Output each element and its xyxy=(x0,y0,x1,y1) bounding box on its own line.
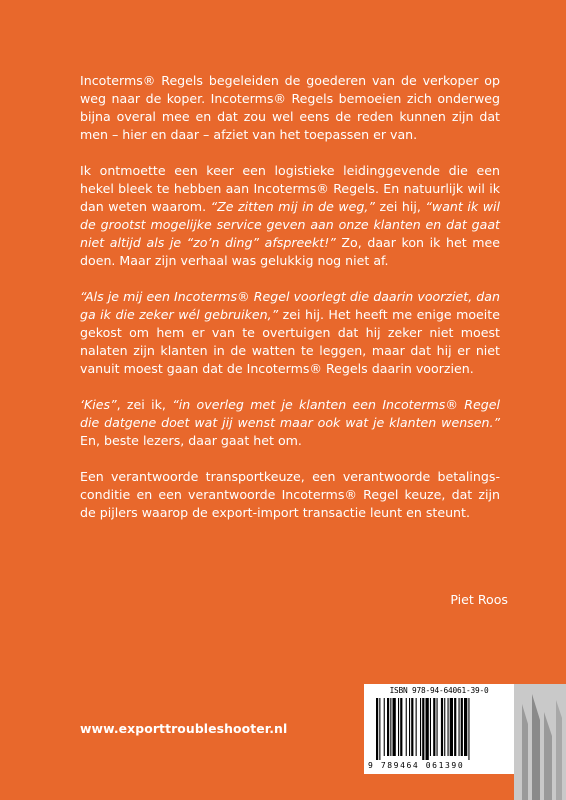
text-run: En, beste lezers, daar gaat het om. xyxy=(80,433,302,448)
barcode-bar xyxy=(430,698,431,756)
barcode-bar xyxy=(376,698,378,760)
publisher-stamp-graphic xyxy=(514,684,566,800)
barcode-bar xyxy=(416,698,417,756)
author-signature: Piet Roos xyxy=(450,592,508,607)
barcode-bar xyxy=(411,698,413,756)
italic-run: “want ik wil de grootst mogelijke service geven aan onze klanten en dat gaat niet altijd als je “zo’n ding” afspreekt!” xyxy=(80,199,501,250)
publisher-stamp xyxy=(514,684,566,800)
isbn-barcode xyxy=(364,684,514,774)
barcode-bar xyxy=(406,698,407,756)
barcode-bar xyxy=(464,698,467,756)
paragraph xyxy=(80,468,500,522)
barcode-bar xyxy=(448,698,449,756)
barcode-bar xyxy=(420,698,421,756)
isbn-label: ISBN 978-94-64061-39-0 xyxy=(389,686,489,695)
italic-run: “Als je mij een Incoterms® Regel voorlegt die daarin voorziet, dan ga ik die zeker wél gebruiken,” xyxy=(80,289,500,322)
isbn-digits: 9 789464 061390 xyxy=(368,761,465,770)
text-run: Incoterms® Regels begeleiden de goederen van de verkoper op weg naar de koper. Incoterms® Regels bemoeien zich onderweg bijna overal mee en dat zou wel eens de reden kunnen zijn dat men – hier en daar – afziet van het toepassen er van. xyxy=(80,73,500,142)
barcode-bar xyxy=(398,698,399,756)
barcode-bars xyxy=(374,698,504,760)
text-run: , zei ik, xyxy=(116,397,173,412)
paragraph xyxy=(80,162,500,270)
barcode-bar xyxy=(400,698,402,756)
text-run: Een verantwoorde transportkeuze, een verantwoorde betalings-conditie en een verantwoorde Incoterms® Regel keuze, dat zijn de pijlers waarop de export-import transactie leunt en steunt. xyxy=(80,469,500,520)
text-run: zei hij, xyxy=(374,199,426,214)
barcode-bar xyxy=(459,698,460,756)
barcode-bar xyxy=(461,698,463,756)
text-run: Ik ontmoette een keer een logistieke leidinggevende die een hekel bleek te hebben aan Incoterms® Regels. En natuurlijk wil ik dan weten waarom. xyxy=(80,163,500,214)
barcode-bar xyxy=(384,698,385,756)
barcode-bar xyxy=(422,698,424,760)
barcode-bar xyxy=(393,698,396,756)
text-run: zei hij. Het heeft me enige moeite gekost om hem er van te overtuigen dat hij zeker niet moest nalaten zijn klanten in de watten te leggen, maar dat hij er niet vanuit moest gaan dat de Incoterms® Regels daarin voorzien. xyxy=(80,307,500,376)
italic-run: ‘Kies” xyxy=(80,397,117,412)
website-link[interactable]: www.exporttroubleshooter.nl xyxy=(80,721,288,736)
barcode-bar xyxy=(390,698,391,756)
text-run: Zo, daar kon ik het mee doen. Maar zijn verhaal was gelukkig nog niet af. xyxy=(80,235,501,268)
barcode-bar xyxy=(454,698,456,756)
barcode-bar xyxy=(441,698,443,756)
barcode-bar xyxy=(379,698,380,760)
barcode-bar xyxy=(450,698,453,756)
italic-run: “Ze zitten mij in de weg,” xyxy=(210,199,375,214)
blurb-text xyxy=(80,72,500,540)
barcode-bar xyxy=(409,698,410,756)
barcode-bar xyxy=(426,698,429,760)
paragraph xyxy=(80,396,500,450)
barcode-bar xyxy=(387,698,389,756)
italic-run: “in overleg met je klanten een Incoterms® Regel die datgene doet wat jij wenst maar ook wat je klanten wensen.” xyxy=(80,397,500,430)
paragraph xyxy=(80,288,500,378)
barcode-bar xyxy=(433,698,435,756)
paragraph xyxy=(80,72,500,144)
barcode-bar xyxy=(468,698,469,760)
barcode-bar xyxy=(444,698,445,756)
barcode-bar xyxy=(437,698,438,756)
